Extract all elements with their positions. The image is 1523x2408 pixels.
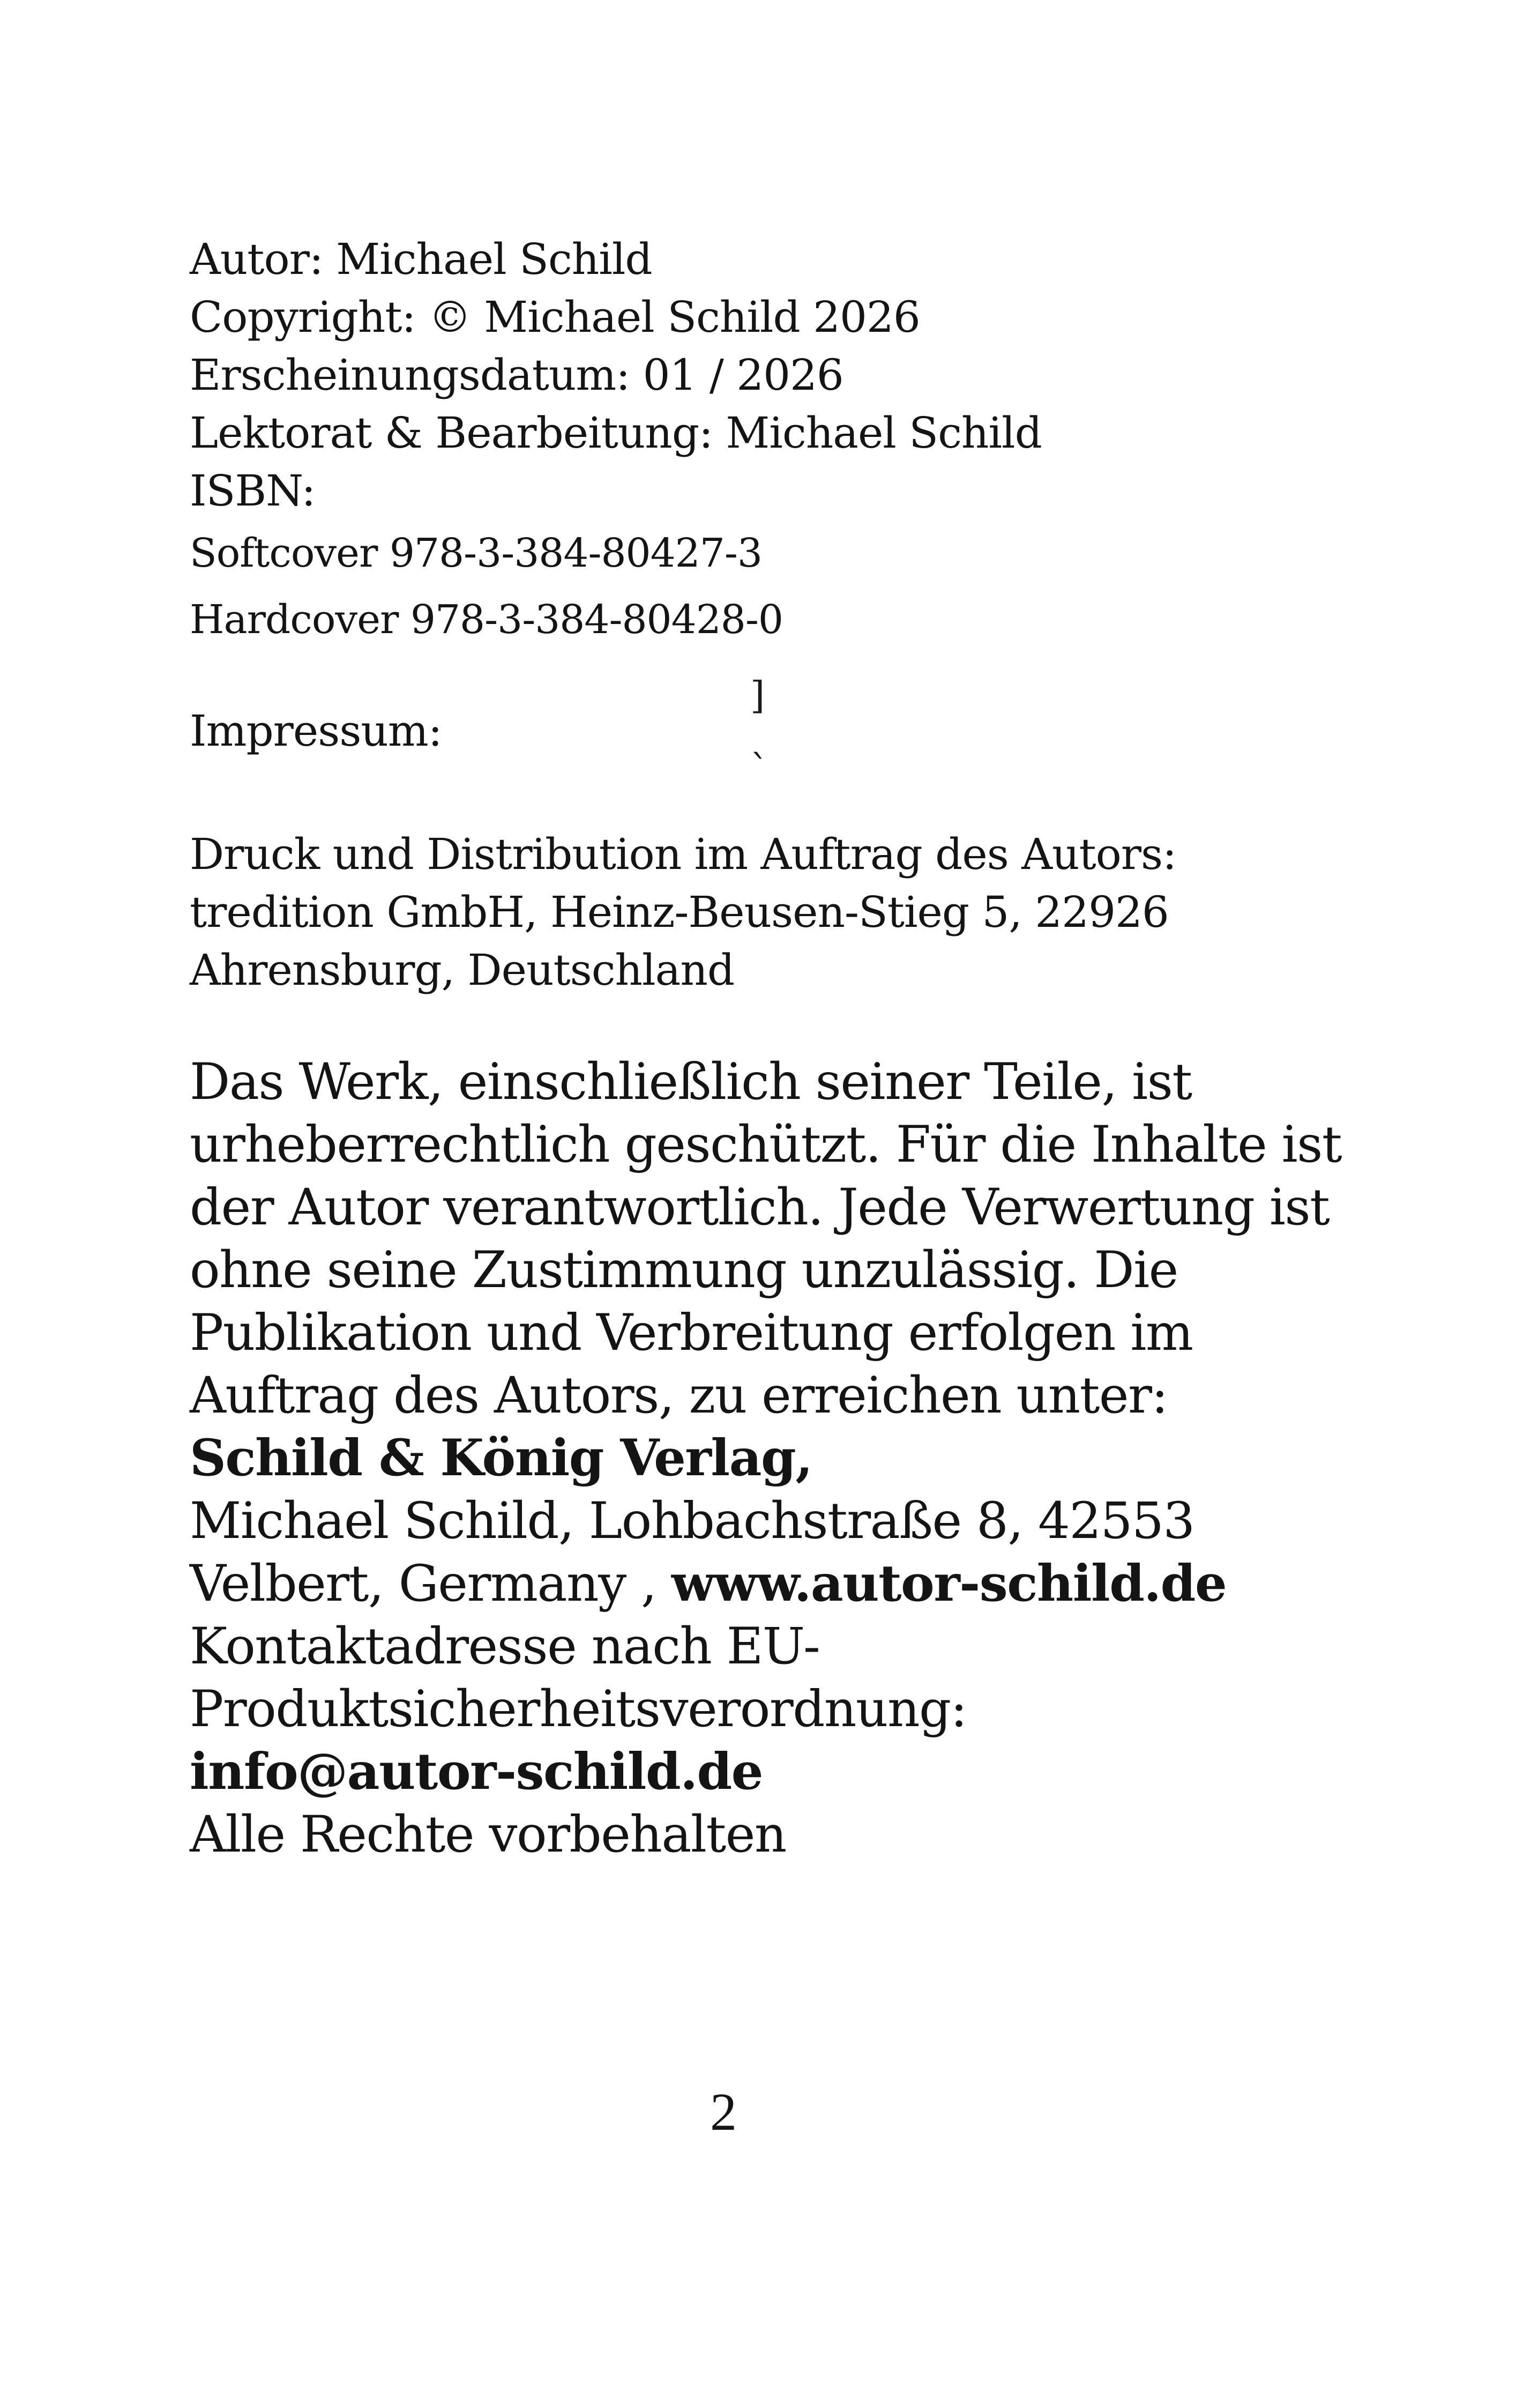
notice-line-3: der Autor verantwortlich. Jede Verwertung ist	[190, 1178, 1330, 1237]
contact-line-1: Kontaktadresse nach EU-	[190, 1617, 820, 1676]
print-line-3: Ahrensburg, Deutschland	[190, 945, 735, 995]
website-link[interactable]: www.autor-schild.de	[671, 1554, 1227, 1613]
print-distribution	[190, 826, 1369, 999]
isbn-label: ISBN:	[190, 466, 316, 516]
render-artifact-bracket: ]	[750, 673, 765, 717]
email-line	[190, 1741, 1422, 1803]
notice-line-2: urheberrechtlich geschützt. Für die Inhalte ist	[190, 1116, 1342, 1174]
release-date-line: Erscheinungsdatum: 01 / 2026	[190, 350, 843, 400]
copyright-notice	[190, 1051, 1422, 1866]
email-link[interactable]: info@autor-schild.de	[190, 1742, 763, 1801]
editing-line: Lektorat & Bearbeitung: Michael Schild	[190, 408, 1042, 458]
copyright-line: Copyright: © Michael Schild 2026	[190, 292, 920, 342]
print-line-2: tredition GmbH, Heinz-Beusen-Stieg 5, 22926	[190, 887, 1169, 937]
print-line-1: Druck und Distribution im Auftrag des Autors:	[190, 829, 1177, 879]
address-city: Velbert, Germany ,	[190, 1555, 671, 1613]
impressum-label: Impressum:	[190, 706, 442, 756]
render-artifact-mark: `	[750, 747, 769, 791]
address-line-2	[190, 1552, 1422, 1615]
page-number: 2	[710, 2082, 737, 2142]
address-line-1: Michael Schild, Lohbachstraße 8, 42553	[190, 1492, 1194, 1550]
publisher-name	[190, 1427, 1422, 1490]
hardcover-isbn: Hardcover 978-3-384-80428-0	[190, 597, 783, 643]
notice-line-4: ohne seine Zustimmung unzulässig. Die	[190, 1241, 1178, 1299]
publisher-name-text: Schild & König Verlag,	[190, 1429, 812, 1488]
notice-line-5: Publikation und Verbreitung erfolgen im	[190, 1304, 1193, 1362]
rights-line: Alle Rechte vorbehalten	[190, 1805, 786, 1864]
contact-line-2: Produktsicherheitsverordnung:	[190, 1680, 967, 1738]
imprint-metadata	[190, 231, 1369, 653]
softcover-isbn: Softcover 978-3-384-80427-3	[190, 530, 762, 576]
notice-line-6: Auftrag des Autors, zu erreichen unter:	[190, 1366, 1168, 1425]
notice-line-1: Das Werk, einschließlich seiner Teile, ist	[190, 1053, 1192, 1111]
author-line: Autor: Michael Schild	[190, 234, 652, 284]
